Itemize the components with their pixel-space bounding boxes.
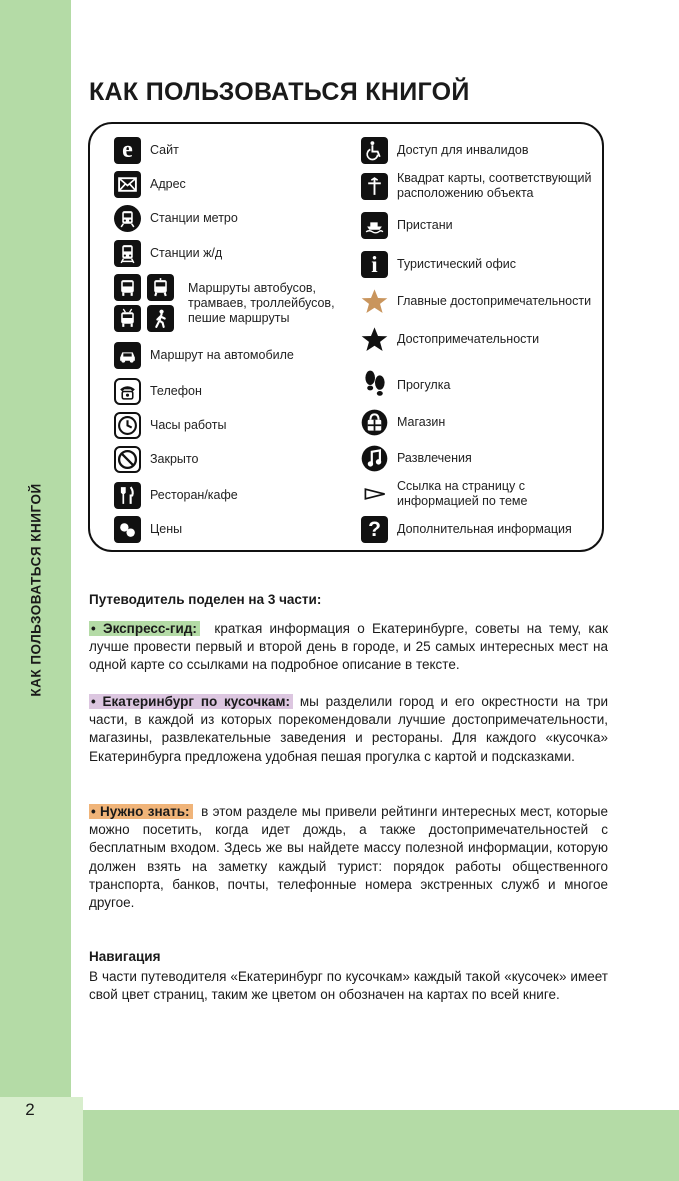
legend-label: Сайт [150, 143, 179, 157]
train-icon [114, 240, 141, 267]
section-label: КАК ПОЛЬЗОВАТЬСЯ КНИГОЙ [28, 483, 44, 697]
part-label: • Экспресс-гид: [89, 621, 200, 636]
legend-label: Телефон [150, 384, 202, 398]
footprints-icon [361, 368, 388, 402]
navigation-text: В части путеводителя «Екатеринбург по кусочкам» каждый такой «кусочек» имеет свой цвет страниц, таким же цветом он обозначен на картах по всей книге. [89, 969, 608, 1003]
parts-intro: Путеводитель поделен на 3 части: [89, 592, 322, 607]
legend-item-hours [114, 412, 226, 439]
question-icon: ? [361, 516, 388, 543]
shop-icon [361, 409, 388, 436]
price-icon [114, 516, 141, 543]
map-square-icon [361, 173, 388, 200]
legend-label: Часы работы [150, 418, 227, 432]
legend-item-accessibility [361, 137, 529, 164]
part-city-pieces [89, 693, 608, 766]
legend-item-entertainment [361, 445, 472, 472]
page-title: КАК ПОЛЬЗОВАТЬСЯ КНИГОЙ [89, 78, 470, 106]
side-strip [0, 0, 71, 1097]
gold-star-icon [361, 288, 388, 315]
phone-icon [114, 378, 141, 405]
part-text: краткая информация о Екатеринбурге, советы на тему, как лучше провести первый и второй день в городе, и 25 самых интересных мест на одной карте со ссылками на подробное описание в тексте. [89, 621, 608, 673]
legend-label: Цены [150, 522, 183, 536]
legend-label: Станции ж/д [150, 246, 223, 260]
legend-label: Ресторан/кафе [150, 488, 238, 502]
restaurant-icon [114, 482, 141, 509]
metro-icon [114, 205, 141, 232]
legend-item-restaurant [114, 482, 238, 509]
info-icon: i [361, 251, 388, 278]
legend-item-closed [114, 446, 198, 473]
legend-item-routes [114, 274, 348, 332]
legend-label: Туристический офис [397, 257, 517, 271]
legend-label: Закрыто [150, 452, 199, 466]
part-label: • Екатеринбург по кусочкам: [89, 694, 293, 709]
legend-box [88, 122, 604, 552]
legend-label: Станции метро [150, 211, 238, 225]
legend-item-page-link [361, 479, 547, 509]
bottom-band [83, 1110, 679, 1181]
transport-routes-icon [114, 274, 182, 332]
legend-label: Маршрут на автомобиле [150, 348, 294, 362]
legend-label: Пристани [397, 218, 453, 232]
legend-item-sights [361, 326, 539, 353]
closed-icon [114, 446, 141, 473]
legend-item-price [114, 516, 182, 543]
pedestrian-icon [147, 305, 174, 332]
legend-label: Доступ для инвалидов [397, 143, 529, 157]
trolleybus-icon [114, 305, 141, 332]
page-number: 2 [25, 1100, 35, 1119]
legend-item-website [114, 137, 179, 164]
legend-item-extra-info [361, 516, 572, 543]
part-text: в этом разделе мы привели рейтинги интересных мест, которые можно посетить, когда идет дождь, а также достопримечательностей с бесплатным входом. Здесь же вы найдете массу полезной информации, которую должен взять на заметку каждый турист: порядок работы общественного транспорта, банков, почты, телефонные номера экстренных служб и многое другое. [89, 804, 608, 911]
page-link-icon [361, 481, 388, 508]
bus-icon [114, 274, 141, 301]
part-label: • Нужно знать: [89, 804, 193, 819]
legend-item-address [114, 171, 186, 198]
legend-item-shop [361, 409, 445, 436]
tram-icon [147, 274, 174, 301]
legend-label: Квадрат карты, соответствующий расположению объекта [397, 171, 592, 200]
music-icon [361, 445, 388, 472]
legend-item-metro [114, 205, 238, 232]
website-icon: e [114, 137, 141, 164]
legend-label: Развлечения [397, 451, 472, 465]
legend-label: Адрес [150, 177, 186, 191]
legend-item-car [114, 342, 294, 369]
legend-label: Дополнительная информация [397, 522, 572, 536]
legend-item-main-sights [361, 288, 591, 315]
legend-item-info [361, 251, 516, 278]
legend-label: Магазин [397, 415, 446, 429]
part-express-guide [89, 620, 608, 675]
legend-label: Достопримечательности [397, 332, 540, 346]
clock-icon [114, 412, 141, 439]
envelope-icon [114, 171, 141, 198]
car-icon [114, 342, 141, 369]
black-star-icon [361, 326, 388, 353]
part-text: мы разделили город и его окрестности на три части, в каждой из которых порекомендовали лучшие достопримечательности, магазины, развлекательные заведения и рестораны. Для каждого «кусочка» Екатеринбурга предложена удобная пешая прогулка с картой и подсказками. [89, 694, 608, 764]
legend-label: Прогулка [397, 377, 451, 392]
wheelchair-icon [361, 137, 388, 164]
legend-label: Главные достопримечательности [397, 294, 592, 308]
legend-item-phone [114, 378, 202, 405]
part-need-to-know [89, 803, 608, 912]
legend-label: Ссылка на страницу с информацией по теме [397, 479, 528, 508]
legend-item-map-square [361, 171, 597, 201]
pier-icon [361, 212, 388, 239]
navigation-title: Навигация [89, 949, 161, 964]
legend-item-walk [361, 368, 450, 402]
legend-item-train [114, 240, 222, 267]
legend-item-pier [361, 212, 453, 239]
legend-label: Маршруты автобусов, трамваев, троллейбусов, пешие маршруты [188, 280, 335, 325]
